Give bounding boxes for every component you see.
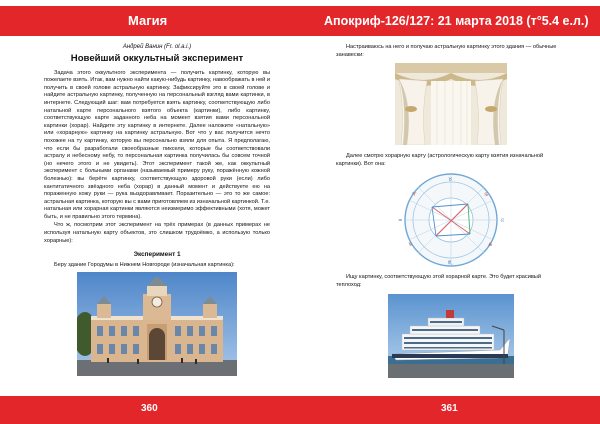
curtain-caption: Настраиваюсь на него и получаю астральную картинку этого здания — обычные занавески: bbox=[336, 44, 557, 58]
article-title: Новейший оккультный эксперимент bbox=[70, 52, 244, 64]
paragraph-1: Задача этого оккультного эксперимента — получить картинку, которую вы пожелаете взять. Итак, вам нужно найти какую-нибудь картинку, навоображать в ней и получить в своей голове астральную картинку. Зафиксируйте это в своей голове и найдите астральную картинку, полученную на персональный взгляд вами картинки, в интернете. Следующий шаг: вам потребуется взять картинку, соответствующую либо натальной карте персонального взятого объекта (картинки), либо картинку, соответствующую карте заданного неба на момент взятия вами персональной картинки (хорар). Найдите эту картинку в интернете. Далее наложите «натальную» или «хорарную» картинку на картинку астральную. Вот что у вас получится нечто похожее на ту картинку, которую вы персонально взяли для опыта. Я предполагаю, что если бы разработали своеобразные пиксели, которые бы соответствовали астралу и небесному небу, то персональная картинка получилась бы совсем точной (но нечего этого и не увидеть). Этот эксперимент такой же, как оккультный эксперимент с больными органами (называемый примеру руку, поражённую кожной болезнью): вы берёте картинку, соответствующую здоровой руки (если) либо кантитатичного звёздного неба (хорар) в данный момент и действуете ею на пораженную кожу руки — рука выздоравливает. Поразительно — это то же самое: астральная картинка, которую вы с вами приготовляем из изначальной картинкой. Т.е. натальная или хорарная картинки являются неизмеримо эффективными (хотя, может быть, и не правильно этого термина). bbox=[44, 69, 270, 220]
right-content bbox=[336, 44, 566, 378]
left-header-bar bbox=[0, 6, 300, 36]
right-header-bar bbox=[300, 6, 600, 36]
svg-text:♌: ♌ bbox=[500, 218, 505, 225]
right-footer-bar bbox=[300, 396, 600, 424]
city-duma-building-photo bbox=[77, 272, 237, 376]
section-title: Магия bbox=[128, 13, 168, 28]
curtains-photo bbox=[395, 63, 507, 145]
svg-text:♎: ♎ bbox=[488, 242, 493, 249]
right-page bbox=[300, 0, 600, 424]
issue-title: Апокриф-126/127: 21 марта 2018 (т°5.4 е.л.) bbox=[324, 14, 589, 28]
horary-chart-image bbox=[392, 172, 510, 268]
cruise-ship-photo bbox=[388, 294, 514, 378]
experiment-heading: Эксперимент 1 bbox=[133, 251, 181, 259]
article-author: Андрей Ванин (Fr. ol.a.i.) bbox=[122, 44, 192, 50]
svg-text:♏: ♏ bbox=[448, 260, 453, 267]
left-page-number: 360 bbox=[141, 403, 158, 414]
horary-chart-caption: Далее смотрю хорарную карту (астрологическую карту взятия изначальной картинки). Вот она: bbox=[336, 153, 544, 167]
building-caption: Беру здание Городумы в Нижнем Новгороде (изначальная картинка): bbox=[54, 261, 235, 268]
left-footer-bar bbox=[0, 396, 300, 424]
svg-text:♋: ♋ bbox=[484, 192, 489, 199]
svg-text:♑: ♑ bbox=[408, 242, 413, 249]
left-content bbox=[44, 44, 270, 376]
right-page-number: 361 bbox=[441, 403, 458, 414]
paragraph-2: Что ж, посмотрим этот эксперимент на трёх примерах (в данных примерах не используя натальную карту объектов, это слишком трудоёмко, а использую только хорарные): bbox=[44, 222, 270, 244]
svg-text:♉: ♉ bbox=[448, 177, 453, 184]
ship-caption: Ищу картинку, соответствующую этой хорарной карте. Это будет красивый теплоход: bbox=[336, 274, 541, 288]
svg-text:♒: ♒ bbox=[398, 218, 403, 225]
svg-text:♈: ♈ bbox=[412, 192, 417, 199]
